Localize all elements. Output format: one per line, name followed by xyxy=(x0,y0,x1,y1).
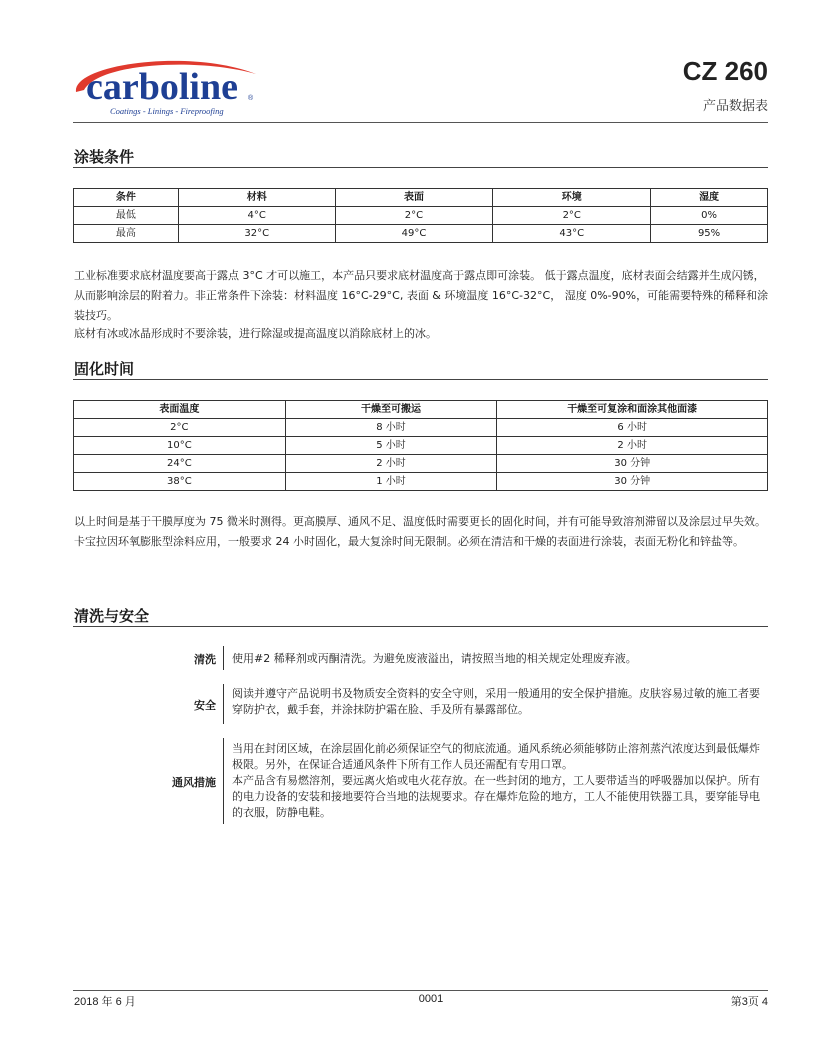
footer-date: 2018 年 6 月 xyxy=(74,996,136,1008)
safety-divider-bar xyxy=(223,738,224,824)
table-row xyxy=(74,437,768,455)
application-conditions-notes xyxy=(74,266,770,342)
table-cell: 32°C xyxy=(178,225,335,243)
section-divider xyxy=(73,626,768,627)
table-cell: 30 分钟 xyxy=(497,455,768,473)
paragraph: 卡宝拉因环氧膨胀型涂料应用，一般要求 24 小时固化，最大复涂时间无限制。必须在清洁和干燥的表面进行涂装，表面无粉化和锌盐等。 xyxy=(74,535,744,548)
table-cell: 38°C xyxy=(74,473,286,491)
table-row xyxy=(74,455,768,473)
paragraph: 阅读并遵守产品说明书及物质安全资料的安全守则，采用一般通用的安全保护措施。皮肤容易过敏的施工者要穿防护衣，戴手套，并涂抹防护霜在脸、手及所有暴露部位。 xyxy=(232,687,760,716)
table-cell: 49°C xyxy=(335,225,493,243)
safety-text xyxy=(232,651,768,667)
section-divider xyxy=(73,379,768,380)
table-header-cell: 表面温度 xyxy=(74,401,286,419)
table-row xyxy=(74,225,768,243)
application-conditions-table xyxy=(73,188,768,243)
safety-text xyxy=(232,741,768,821)
table-cell: 5 小时 xyxy=(285,437,497,455)
table-header-cell: 环境 xyxy=(493,189,651,207)
paragraph: 当用在封闭区域，在涂层固化前必须保证空气的彻底流通。通风系统必须能够防止溶剂蒸汽浓度达到最低爆炸极限。另外，在保证合适通风条件下所有工作人员还需配有专用口罩。 xyxy=(232,742,760,771)
logo-wordmark: carboline xyxy=(86,66,238,108)
table-header-cell: 干燥至可复涂和面涂其他面漆 xyxy=(497,401,768,419)
footer-divider xyxy=(73,990,768,991)
paragraph: 使用#2 稀释剂或丙酮清洗。为避免废液溢出，请按照当地的相关规定处理废弃液。 xyxy=(232,652,637,665)
header-divider xyxy=(73,122,768,123)
table-cell: 最低 xyxy=(74,207,179,225)
safety-text xyxy=(232,686,768,718)
document-type: 产品数据表 xyxy=(702,99,768,114)
table-cell: 8 小时 xyxy=(285,419,497,437)
logo-registered-mark: ® xyxy=(248,95,254,102)
curing-notes xyxy=(74,514,770,550)
logo-tagline: Coatings - Linings - Fireproofing xyxy=(110,106,224,116)
section-title-application-conditions: 涂装条件 xyxy=(74,148,135,166)
footer-code: 0001 xyxy=(418,993,444,1005)
table-row xyxy=(74,419,768,437)
table-cell: 2 小时 xyxy=(285,455,497,473)
cure-schedule-table xyxy=(73,400,768,491)
table-cell: 4°C xyxy=(178,207,335,225)
section-title-curing: 固化时间 xyxy=(74,360,135,378)
table-header-cell: 干燥至可搬运 xyxy=(285,401,497,419)
table-cell: 30 分钟 xyxy=(497,473,768,491)
safety-divider-bar xyxy=(223,646,224,670)
table-cell: 1 小时 xyxy=(285,473,497,491)
product-code: CZ 260 xyxy=(682,56,768,86)
table-header-cell: 湿度 xyxy=(651,189,768,207)
table-cell: 0% xyxy=(651,207,768,225)
table-header-row xyxy=(74,189,768,207)
safety-label: 通风措施 xyxy=(172,776,216,789)
safety-label: 清洗 xyxy=(194,653,216,666)
paragraph: 工业标准要求底材温度要高于露点 3°C 才可以施工，本产品只要求底材温度高于露点即可涂装。 低于露点温度，底材表面会结露并生成闪锈，从而影响涂层的附着力。非正常条件下涂装：材料温度 16°C-29°C, 表面 & 环境温度 16°C-32°C， 湿度 0%-90%，可能需要特殊的稀释和涂装技巧。 xyxy=(74,269,769,322)
paragraph: 底材有冰或冰晶形成时不要涂装，进行除湿或提高温度以消除底材上的冰。 xyxy=(74,327,437,340)
table-cell: 2 小时 xyxy=(497,437,768,455)
table-cell: 95% xyxy=(651,225,768,243)
table-cell: 最高 xyxy=(74,225,179,243)
table-row xyxy=(74,473,768,491)
table-cell: 6 小时 xyxy=(497,419,768,437)
safety-label: 安全 xyxy=(194,699,216,712)
table-header-cell: 条件 xyxy=(74,189,179,207)
table-cell: 43°C xyxy=(493,225,651,243)
section-title-cleanup-safety: 清洗与安全 xyxy=(74,607,150,625)
table-header-cell: 材料 xyxy=(178,189,335,207)
table-cell: 2°C xyxy=(493,207,651,225)
paragraph: 本产品含有易燃溶剂，要远离火焰或电火花存放。在一些封闭的地方，工人要带适当的呼吸器加以保护。所有的电力设备的安装和接地要符合当地的法规要求。存在爆炸危险的地方，工人不能使用铁器工具，要穿能导电的衣服，防静电鞋。 xyxy=(232,774,760,819)
table-row xyxy=(74,207,768,225)
table-cell: 2°C xyxy=(74,419,286,437)
footer-page-number: 第3页 4 xyxy=(730,996,768,1008)
table-header-cell: 表面 xyxy=(335,189,493,207)
table-cell: 2°C xyxy=(335,207,493,225)
carboline-logo xyxy=(70,52,262,118)
paragraph: 以上时间是基于干膜厚度为 75 微米时测得。更高膜厚、通风不足、温度低时需要更长的固化时间，并有可能导致溶剂滞留以及涂层过早失效。 xyxy=(74,515,766,528)
section-divider xyxy=(73,167,768,168)
table-cell: 24°C xyxy=(74,455,286,473)
safety-divider-bar xyxy=(223,684,224,724)
table-cell: 10°C xyxy=(74,437,286,455)
table-header-row xyxy=(74,401,768,419)
